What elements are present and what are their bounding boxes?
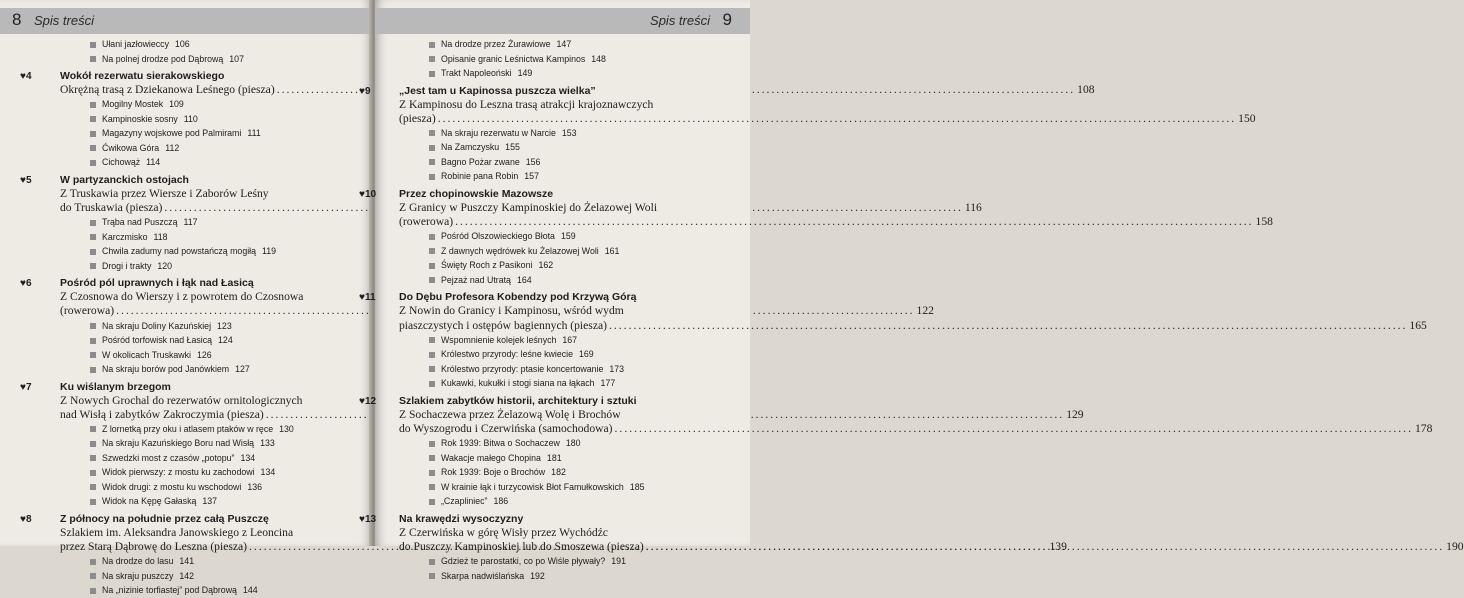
subentry-page: 114 [146,157,161,168]
toc-subentry [90,436,362,451]
subentry-title: Pejzaż nad Utratą [441,274,511,285]
subentry-page: 181 [546,452,562,463]
chapter-title: „Jest tam u Kapinossa puszcza wielka” [399,84,596,97]
chapter-page: 178 [1414,421,1433,435]
subentry-page: 141 [179,556,195,567]
toc-subentry [429,554,735,569]
toc-subentry [90,480,362,495]
subentry-page: 169 [579,349,594,360]
chapter-marker: ♥6 [20,278,32,290]
toc-subentry [90,569,362,584]
chapter-title: Do Dębu Profesora Kobendzy pod Krzywą Górą [399,291,637,304]
toc-subentry [429,66,735,81]
toc-subentry [90,112,362,127]
chapter-marker: ♥13 [359,513,377,525]
chapter-marker: ♥10 [359,188,377,200]
description-text: nad Wisłą i zabytków Zakroczymia (piesza) [60,407,264,421]
subentry-page: 153 [561,127,577,138]
description-text: przez Starą Dąbrowę do Leszna (piesza) [60,540,248,554]
subentry-page: 119 [262,246,277,257]
subentry-title: Na skraju puszczy [102,570,174,581]
subentry-page: 127 [235,364,250,375]
subentry-page: 148 [591,53,606,64]
subentry-title: Królestwo przyrody: ptasie koncertowanie [441,363,604,374]
page-header [0,8,372,34]
subentry-title: Na „nizinie torfiastej” pod Dąbrową [102,585,237,596]
page-header [375,8,750,34]
toc-subentry [90,215,362,230]
description-line: Z Nowych Grochal do rezerwatów ornitologicznych [60,393,303,407]
subentry-title: Na skraju Kazuńskiego Boru nad Wisłą [102,438,255,449]
subentry-title: Wakacje małego Chopina [441,452,541,463]
subentry-title: Gdzież te parostatki, co po Wiśle pływały? [441,556,606,567]
description-line: Z Kampinosu do Leszna trasą atrakcji krajoznawczych [399,97,654,111]
subentry-title: Wspomnienie kolejek leśnych [441,334,557,345]
toc-subentry [429,465,735,480]
toc-subentry [90,37,362,52]
description-text: (rowerowa) [60,304,115,318]
toc-subentry [90,422,362,437]
description-line: Z Truskawia przez Wiersze i Zaborów Leśny [60,186,269,200]
chapter-description [399,97,1256,126]
chapter-page: 108 [1077,83,1095,96]
subentry-title: Cichowąż [102,157,141,168]
description-line: Z Czosnowa do Wierszy i z powrotem do Czosnowa [60,290,304,304]
subentry-page: 173 [609,363,625,374]
running-title: Spis treści [650,13,710,28]
chapter-marker: ♥5 [20,174,32,186]
subentry-page: 134 [260,467,276,478]
toc-subentry [90,465,362,480]
toc-subentry [429,347,735,362]
toc-subentry [90,52,362,67]
subentry-page: 109 [169,99,184,110]
subentry-title: Skarpa nadwiślańska [441,570,525,581]
toc-subentry [429,376,735,391]
toc-subentry [429,436,735,451]
toc-subentry [90,333,362,348]
subentry-page: 134 [240,452,256,463]
subentry-title: W krainie łąk i turzycowisk Błot Famułkowskich [441,481,624,492]
subentry-page: 120 [157,260,173,271]
dot-leader [615,422,1413,436]
subentry-title: „Czapliniec” [441,496,488,507]
toc-subentry [429,126,735,141]
subentry-title: Kampinoskie sosny [102,113,178,124]
dot-leader [609,319,1407,333]
subentry-title: Widok drugi: z mostu ku wschodowi [102,481,242,492]
subentry-title: Ułani jazłowieccy [102,39,169,49]
chapter-title: Na krawędzi wysoczyzny [399,512,524,525]
description-text: piaszczystych i ostępów bagiennych (piesza) [399,318,607,332]
subentry-title: Na skraju rezerwatu w Narcie [441,127,556,138]
chapter-page: 116 [964,200,982,214]
subentry-page: 124 [218,335,233,346]
subentry-title: Pośród torfowisk nad Łasicą [102,335,213,346]
chapter-page: 122 [916,304,934,318]
chapter-title: Szlakiem zabytków historii, architektury i sztuki [399,394,637,407]
description-line: Z Czerwińska w górę Wisły przez Wychódźc [399,525,608,539]
subentry-page: 133 [260,438,275,449]
description-text: do Wyszogrodu i Czerwińska (samochodowa) [399,421,613,435]
toc-subentry [429,362,735,377]
subentry-title: Na drodze do lasu [102,556,174,567]
description-text: (piesza) [399,111,436,125]
toc-subentry [429,273,735,288]
dot-leader [455,215,1253,229]
chapter-marker: ♥4 [20,71,32,82]
page-number: 8 [12,10,22,29]
chapter-title: Ku wiślanym brzegom [60,380,171,393]
subentry-page: 185 [629,481,645,492]
description-line: Szlakiem im. Aleksandra Janowskiego z Leoncina [60,525,294,539]
chapter-page: 139 [1049,540,1067,554]
toc-subentry [429,37,735,52]
toc-subentry [90,319,362,334]
description-line [399,318,1427,333]
subentry-title: Szwedzki most z czasów „potopu” [102,452,235,463]
toc-subentry [429,451,735,466]
toc-subentry [429,169,735,184]
subentry-page: 106 [174,39,190,49]
subentry-page: 137 [202,496,218,507]
chapter-page: 129 [1066,407,1084,421]
toc-subentry [429,480,735,495]
subentry-title: Rok 1939: Bitwa o Sochaczew [441,438,560,449]
subentry-page: 110 [183,113,198,124]
subentry-page: 161 [604,245,620,256]
subentry-title: Kukawki, kukułki i stogi siana na łąkach [441,378,595,389]
subentry-title: Opisanie granic Leśnictwa Kampinos [441,53,586,64]
toc-subentry [429,155,735,170]
subentry-page: 144 [242,585,258,596]
subentry-page: 159 [560,231,576,242]
description-text: Okrężną trasą z Dziekanowa Leśnego (piesza) [60,83,275,96]
chapter-marker: ♥9 [359,85,371,97]
subentry-title: Karczmisko [102,231,148,242]
subentry-title: Na skraju borów pod Janówkiem [102,364,230,375]
running-title: Spis treści [34,13,94,28]
chapter-title: Wokół rezerwatu sierakowskiego [60,70,225,82]
subentry-title: Widok pierwszy: z mostu ku zachodowi [102,467,255,478]
subentry-title: Na drodze przez Żurawiowe [441,39,551,49]
chapter-page: 150 [1238,111,1256,125]
subentry-title: Magazyny wojskowe pod Palmirami [102,128,242,139]
toc-subentry [90,97,362,112]
description-line: Z Sochaczewa przez Żelazową Wolę i Brochów [399,407,621,421]
subentry-page: 162 [538,260,554,271]
toc-subentry [90,244,362,259]
toc-subentry [429,140,735,155]
dot-leader [646,540,1444,554]
description-line [399,421,1433,436]
subentry-page: 118 [153,231,168,242]
description-text: (rowerowa) [399,215,454,229]
chapter-marker: ♥8 [20,513,32,525]
subentry-page: 126 [196,349,212,360]
toc-subentry [90,494,362,509]
toc-subentry [429,494,735,509]
subentry-title: Mogilny Mostek [102,99,164,110]
chapter-title: Z północy na południe przez całą Puszczę [60,512,269,525]
chapter-page: 165 [1409,318,1427,332]
toc-subentry [429,52,735,67]
subentry-page: 136 [247,481,263,492]
subentry-title: Bagno Pożar zwane [441,156,520,167]
subentry-page: 155 [505,142,520,153]
subentry-title: Na polnej drodze pod Dąbrową [102,53,224,64]
chapter-title: Pośród pól uprawnych i łąk nad Łasicą [60,277,254,290]
subentry-page: 180 [565,438,581,449]
toc-subentry [90,554,362,569]
subentry-page: 107 [229,53,244,64]
subentry-title: Z lornetką przy oku i atlasem ptaków w ręce [102,423,274,434]
subentry-page: 167 [562,334,578,345]
subentry-title: Drogi i trakty [102,260,152,271]
chapter-marker: ♥11 [359,292,376,304]
chapter-marker: ♥12 [359,395,377,407]
subentry-title: Królestwo przyrody: leśne kwiecie [441,349,574,360]
description-text: do Puszczy Kampinoskiej lub do Smoszewa (piesza) [399,539,644,553]
subentry-title: Na skraju Doliny Kazuńskiej [102,320,212,331]
toc-subentry [90,348,362,363]
subentry-page: 111 [247,128,261,139]
toc-subentry [429,229,735,244]
description-text: do Truskawia (piesza) [60,200,163,214]
description-line: Z Nowin do Granicy i Kampinosu, wśród wydm [399,304,624,318]
subentry-title: W okolicach Truskawki [102,349,191,360]
subentry-title: Widok na Kępę Gałaską [102,496,197,507]
subentry-page: 123 [217,320,232,331]
toc-subentry [429,333,735,348]
subentry-page: 191 [611,556,626,567]
chapter-page: 158 [1255,215,1273,229]
subentry-page: 130 [279,423,294,434]
subentry-title: Na Zamczysku [441,142,500,153]
toc-subentry [90,141,362,156]
subentry-page: 177 [600,378,616,389]
toc-subentry [90,155,362,170]
toc-subentry [90,230,362,245]
subentry-page: 186 [493,496,509,507]
description-line: Z Granicy w Puszczy Kampinoskiej do Żelazowej Woli [399,200,658,214]
subentry-title: Chwila zadumy nad powstańczą mogiłą [102,246,257,257]
subentry-title: Pośród Olszowieckiego Błota [441,231,555,242]
subentry-page: 156 [525,156,541,167]
chapter-marker: ♥7 [20,381,32,393]
toc-subentry [429,258,735,273]
subentry-page: 112 [165,142,180,153]
subentry-page: 142 [179,570,195,581]
toc-subentry [90,259,362,274]
subentry-page: 157 [524,171,539,182]
page-number: 9 [722,10,732,29]
subentry-page: 182 [551,467,566,478]
chapter-page: 190 [1446,539,1464,553]
subentry-title: Z dawnych wędrówek ku Żelazowej Woli [441,245,599,256]
toc-subentry [429,569,735,584]
subentry-title: Robinie pana Robin [441,171,519,182]
subentry-title: Ćwikowa Góra [102,142,160,153]
description-line [399,215,1273,229]
description-line [399,111,1256,126]
subentry-title: Trąba nad Puszczą [102,217,178,228]
toc-subentry [90,362,362,377]
toc-subentry [90,451,362,466]
chapter-title: W partyzanckich ostojach [60,173,189,186]
subentry-title: Trakt Napoleoński [441,68,512,78]
subentry-page: 149 [517,68,533,78]
dot-leader [438,112,1236,126]
subentry-title: Rok 1939: Boje o Brochów [441,467,546,478]
subentry-page: 117 [183,217,198,228]
subentry-page: 147 [556,39,572,49]
chapter-title: Przez chopinowskie Mazowsze [399,187,554,200]
toc-subentry [90,583,362,598]
subentry-page: 192 [530,570,545,581]
toc-subentry [429,244,735,259]
toc-subentry [90,126,362,141]
subentry-page: 164 [516,274,532,285]
subentry-title: Święty Roch z Pasikoni [441,260,533,271]
